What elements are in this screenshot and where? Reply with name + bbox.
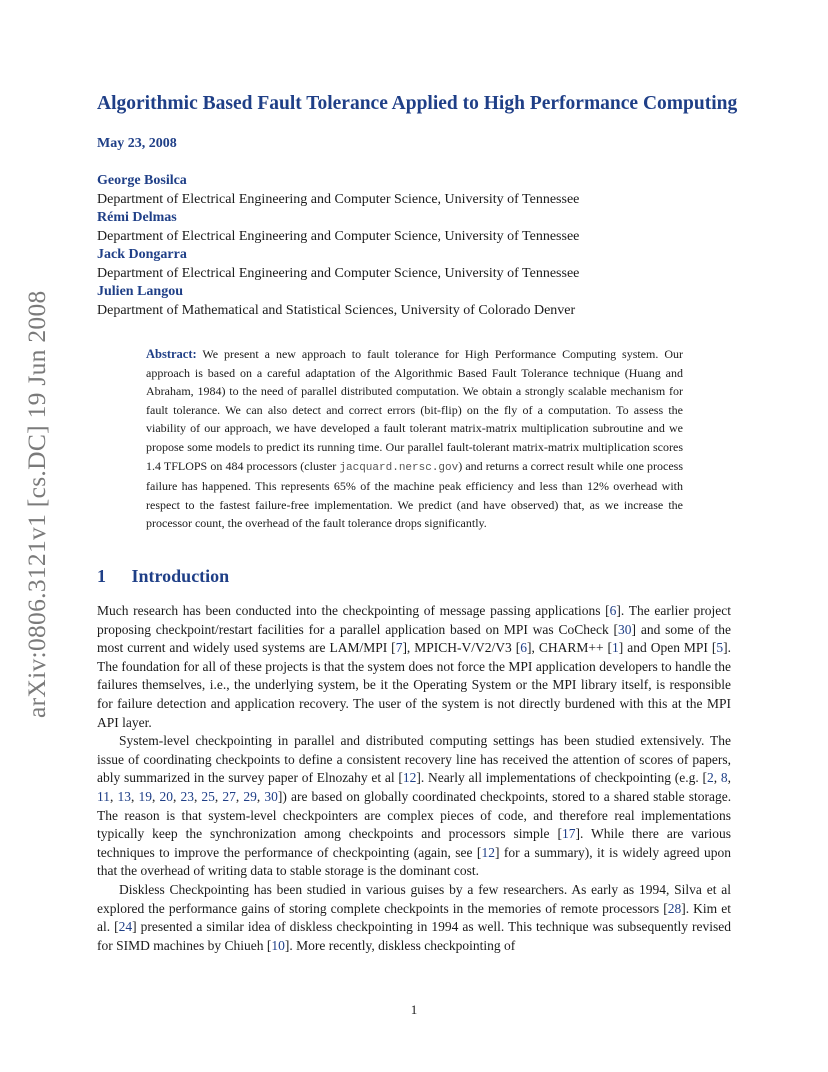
citation-link[interactable]: 19	[138, 788, 152, 804]
citation-link[interactable]: 20	[159, 788, 173, 804]
citation-link[interactable]: 27	[222, 788, 236, 804]
citation-link[interactable]: 5	[716, 640, 724, 656]
abstract-label: Abstract:	[146, 347, 197, 361]
citation-link[interactable]: 28	[667, 900, 682, 916]
paper-date: May 23, 2008	[97, 136, 177, 151]
author-list	[97, 172, 737, 320]
author-block	[97, 283, 737, 320]
author-name: Rémi Delmas	[97, 210, 177, 225]
citation-link[interactable]: 24	[118, 919, 133, 935]
citation-link[interactable]: 2	[706, 770, 714, 786]
section-number: 1	[97, 566, 106, 586]
author-name: George Bosilca	[97, 173, 187, 188]
paragraph: Much research has been conducted into the checkpointing of message passing applications [6]. The earlier project proposing checkpoint/restart facilities for a parallel application based on MPI was CoCheck [30] and some of the most current and widely used systems are LAM/MPI [7], MPICH-V/V2/V3 [6], CHARM++ [1] and Open MPI [5]. The foundation for all of these projects is that the system does not force the MPI application developers to handle the failures themselves, i.e., the underlying system, be it the Operating System or the MPI library itself, is responsible for failure detection and application recovery. The user of the system is not directly burdened with this at the MPI API layer.	[97, 603, 732, 730]
author-affiliation: Department of Electrical Engineering and Computer Science, University of Tennessee	[97, 265, 580, 281]
author-affiliation: Department of Electrical Engineering and Computer Science, University of Tennessee	[97, 191, 580, 207]
author-block	[97, 209, 737, 246]
citation-link[interactable]: 12	[481, 844, 495, 860]
citation-link[interactable]: 1	[612, 640, 619, 656]
citation-link[interactable]: 8	[720, 770, 728, 786]
citation-link[interactable]: 6	[520, 640, 527, 656]
abstract-text-part1: We present a new approach to fault tolerance for High Performance Computing system. Our approach is based on a careful adaptation of the Algorithmic Based Fault Tolerance technique (Huang and Abraham, 1984) to the need of parallel distributed computation. We obtain a strongly scalable mechanism for fault tolerance. We can also detect and correct errors (bit-flip) on the fly of a computation. To assess the viability of our approach, we have developed a fault tolerant matrix-matrix multiplication subroutine and we propose some models to predict its running time. Our parallel fault-tolerant matrix-matrix multiplication scores 1.4 TFLOPS on 484 processors (cluster	[146, 347, 683, 473]
author-name: Jack Dongarra	[97, 247, 187, 262]
arxiv-identifier: arXiv:0806.3121v1 [cs.DC] 19 Jun 2008	[22, 290, 51, 718]
paper-title: Algorithmic Based Fault Tolerance Applied to High Performance Computing	[97, 93, 738, 114]
author-block	[97, 172, 737, 209]
paragraph: Diskless Checkpointing has been studied in various guises by a few researchers. As early as 1994, Silva et al explored the performance gains of storing complete checkpoints in the memories of remote processors [28]. Kim et al. [24] presented a similar idea of diskless checkpointing in 1994 as well. This technique was subsequently revised for SIMD machines by Chiueh [10]. More recently, diskless checkpointing of	[97, 881, 731, 953]
abstract-text-part2: ) and returns a correct result while one process failure has happened. This represents 65% of the machine peak efficiency and less than 12% overhead with respect to the fastest failure-free implementation. We predict (and have observed) that, as we increase the processor count, the overhead of the fault tolerance drops significantly.	[146, 458, 683, 531]
abstract	[146, 345, 683, 533]
citation-link[interactable]: 29	[243, 788, 257, 804]
section-title: Introduction	[131, 566, 230, 586]
citation-link[interactable]: 12	[402, 770, 417, 786]
author-affiliation: Department of Electrical Engineering and Computer Science, University of Tennessee	[97, 228, 580, 244]
page-number: 1	[410, 1002, 418, 1017]
citation-link[interactable]: 30	[264, 788, 278, 804]
citation-link[interactable]: 13	[117, 788, 131, 804]
citation-link[interactable]: 23	[180, 788, 194, 804]
citation-link[interactable]: 25	[201, 788, 215, 804]
paragraph: System-level checkpointing in parallel and distributed computing settings has been studied extensively. The issue of coordinating checkpoints to define a consistent recovery line has received the attention of scores of papers, ably summarized in the survey paper of Elnozahy et al [12]. Nearly all implementations of checkpointing (e.g. [2, 8, 11, 13, 19, 20, 23, 25, 27, 29, 30]) are based on globally coordinated checkpoints, stored to a shared stable storage. The reason is that system-level checkpointers are complex pieces of code, and therefore real implementations typically keep the synchronization among checkpoints and processors simple [17]. While there are various techniques to improve the performance of checkpointing (again, see [12] for a summary), it is widely agreed upon that the overhead of writing data to stable storage is the dominant cost.	[97, 733, 732, 879]
citation-link[interactable]: 17	[561, 826, 576, 842]
citation-link[interactable]: 11	[97, 788, 110, 804]
cluster-hostname: jacquard.nersc.gov	[339, 461, 459, 474]
author-affiliation: Department of Mathematical and Statistical Sciences, University of Colorado Denver	[97, 302, 576, 318]
citation-link[interactable]: 6	[609, 603, 617, 618]
section-heading	[97, 566, 229, 587]
author-name: Julien Langou	[97, 284, 183, 299]
author-block	[97, 246, 737, 283]
citation-link[interactable]: 30	[618, 621, 632, 637]
body-text	[97, 602, 731, 955]
citation-link[interactable]: 7	[395, 640, 403, 656]
citation-link[interactable]: 10	[271, 937, 285, 953]
